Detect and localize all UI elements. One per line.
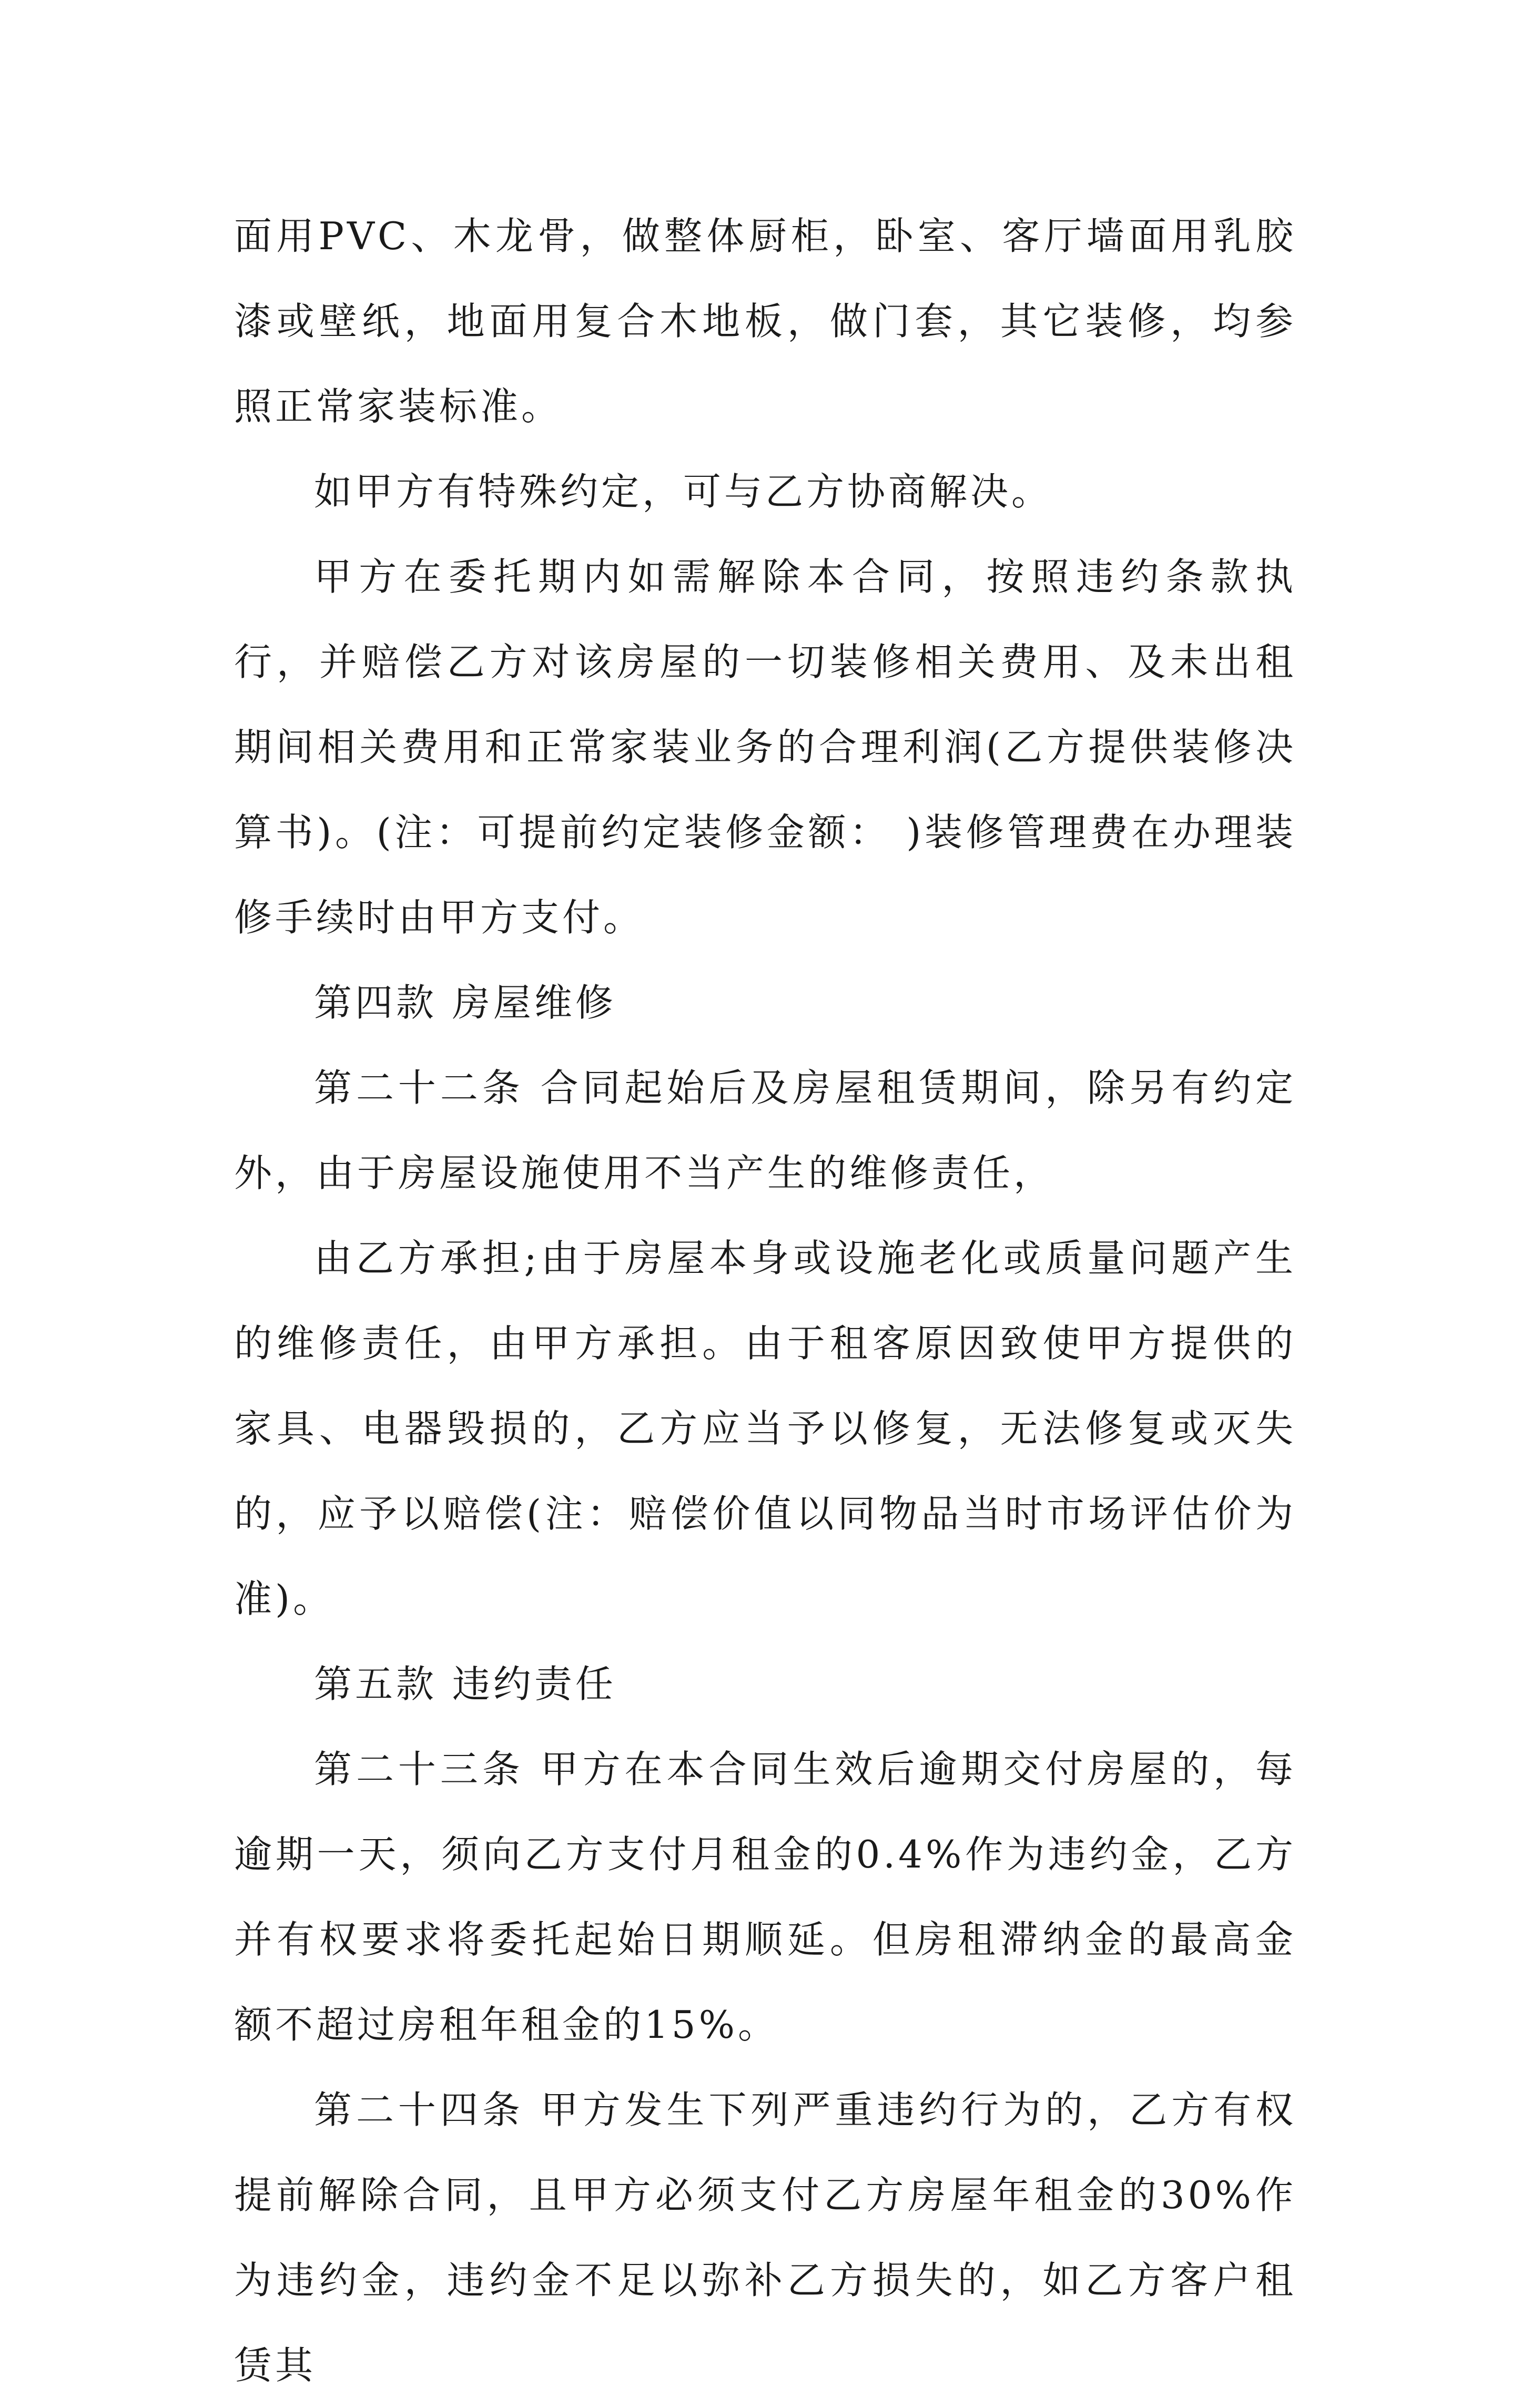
article-23: 第二十三条 甲方在本合同生效后逾期交付房屋的，每逾期一天，须向乙方支付月租金的0.4%作为违约金，乙方并有权要求将委托起始日期顺延。但房租滞纳金的最高金额不超过房租年租金的15%。 <box>234 1747 1296 2047</box>
section-heading-house-maintenance: 第四款 房屋维修 <box>314 981 616 1025</box>
paragraph-termination-compensation: 甲方在委托期内如需解除本合同，按照违约条款执行，并赔偿乙方对该房屋的一切装修相关费用、及未出租期间相关费用和正常家装业务的合理利润(乙方提供装修决算书)。(注：可提前约定装修金额： )装修管理费在办理装修手续时由甲方支付。 <box>234 555 1296 940</box>
article-22: 第二十二条 合同起始后及房屋租赁期间，除另有约定外，由于房屋设施使用不当产生的维修责任， <box>234 1066 1296 1195</box>
article-22-continued: 由乙方承担;由于房屋本身或设施老化或质量问题产生的维修责任，由甲方承担。由于租客原因致使甲方提供的家具、电器毁损的，乙方应当予以修复，无法修复或灭失的，应予以赔偿(注：赔偿价值以同物品当时市场评估价为准)。 <box>234 1236 1296 1621</box>
document-body <box>234 193 1296 2408</box>
section-heading-breach-liability: 第五款 违约责任 <box>314 1662 616 1706</box>
article-24: 第二十四条 甲方发生下列严重违约行为的，乙方有权提前解除合同，且甲方必须支付乙方房屋年租金的30%作为违约金，违约金不足以弥补乙方损失的，如乙方客户租赁其 <box>234 2088 1296 2387</box>
paragraph-decoration-standards: 面用PVC、木龙骨，做整体厨柜，卧室、客厅墙面用乳胶漆或壁纸，地面用复合木地板，做门套，其它装修，均参照正常家装标准。 <box>234 214 1296 428</box>
paragraph-special-agreement: 如甲方有特殊约定，可与乙方协商解决。 <box>314 470 1053 514</box>
